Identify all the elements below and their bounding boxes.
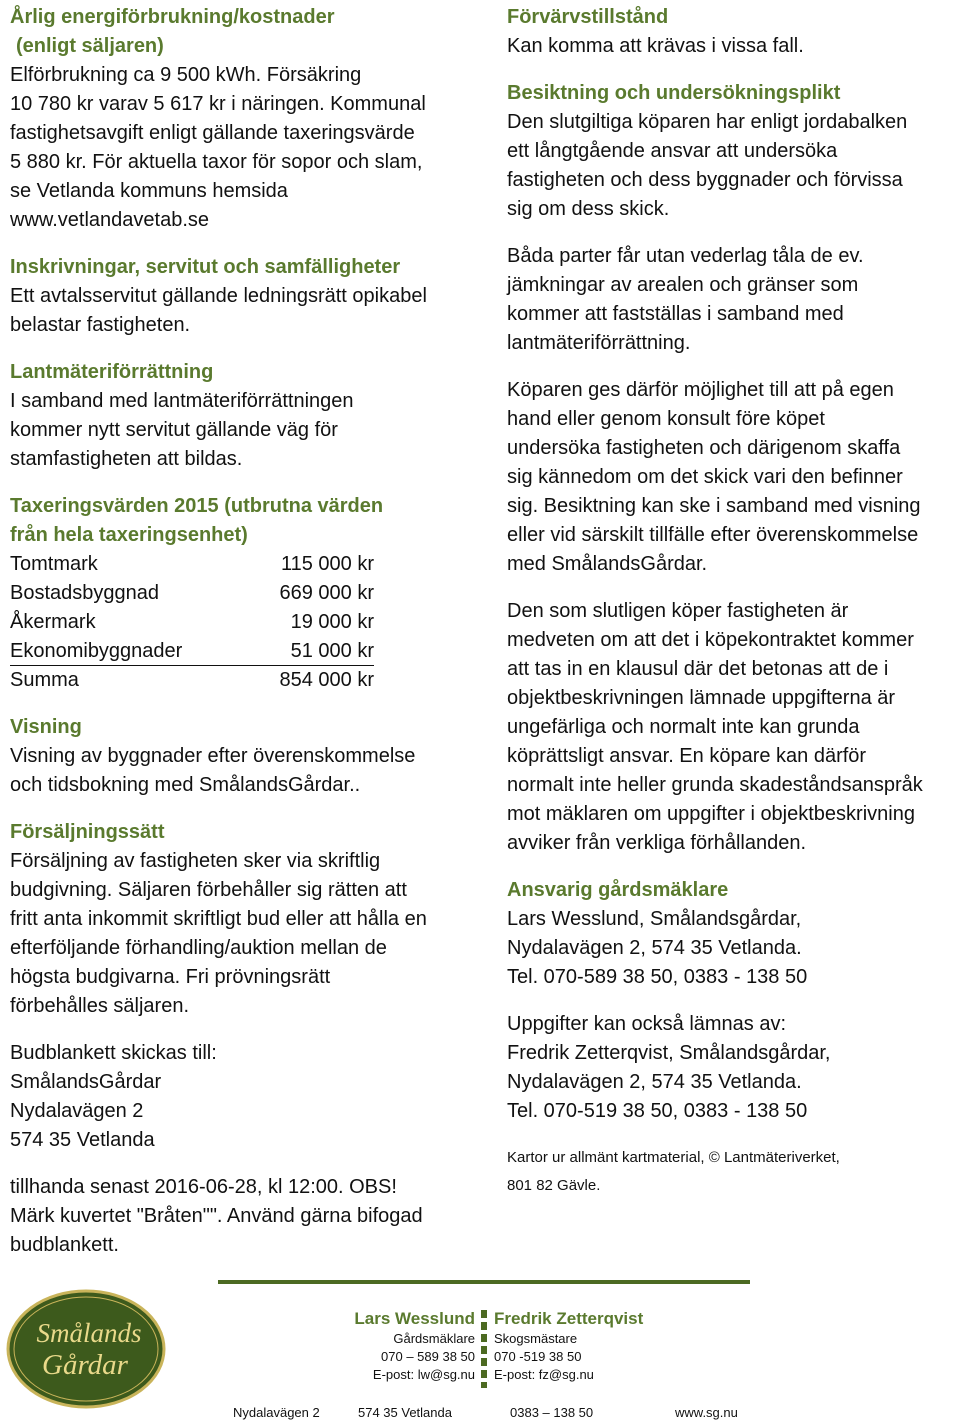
besiktning-line: ett långtgående ansvar att undersöka bbox=[507, 140, 838, 162]
besiktning-line: sig om dess skick. bbox=[507, 198, 670, 220]
bada-section bbox=[507, 242, 960, 358]
koparen-line: undersöka fastigheten och därigenom skaffa bbox=[507, 437, 901, 459]
tillhanda-line: budblankett. bbox=[10, 1234, 119, 1256]
bada-line: lantmäteriförrättning. bbox=[507, 332, 691, 354]
energy-line: Elförbrukning ca 9 500 kWh. Försäkring bbox=[10, 64, 362, 86]
uppgifter-line: Fredrik Zetterqvist, Smålandsgårdar, bbox=[507, 1042, 831, 1064]
densom-line: köprättsligt ansvar. En köpare kan därför bbox=[507, 745, 867, 767]
lantmateri-section bbox=[10, 358, 490, 474]
visning-line: och tidsbokning med SmålandsGårdar.. bbox=[10, 774, 361, 796]
uppgifter-section bbox=[507, 1010, 960, 1126]
logo-text-line2: Gårdar bbox=[42, 1349, 128, 1381]
tillhanda-line: Märk kuvertet "Bråten"". Använd gärna bifogad bbox=[10, 1205, 423, 1227]
energy-section bbox=[10, 3, 490, 235]
lantmateri-heading: Lantmäteriförrättning bbox=[10, 361, 214, 383]
densom-line: avviker från verkliga förhållanden. bbox=[507, 832, 807, 854]
contact-lars-title: Gårdsmäklare bbox=[393, 1331, 475, 1346]
taxering-table bbox=[10, 550, 490, 695]
contact-fredrik-title: Skogsmästare bbox=[494, 1331, 578, 1346]
koparen-line: eller vid särskilt tillfälle efter överenskommelse bbox=[507, 524, 919, 546]
taxering-row bbox=[10, 550, 374, 579]
energy-line: fastighetsavgift enligt gällande taxeringsvärde bbox=[10, 122, 415, 144]
taxering-value: 51 000 kr bbox=[290, 640, 374, 662]
left-column bbox=[10, 3, 490, 1278]
footer-phone: 0383 – 138 50 bbox=[510, 1405, 594, 1420]
budblankett-line: 574 35 Vetlanda bbox=[10, 1129, 155, 1151]
contact-fredrik-phone: 070 -519 38 50 bbox=[494, 1349, 582, 1364]
contact-divider bbox=[481, 1310, 487, 1388]
budblankett-line: Budblankett skickas till: bbox=[10, 1042, 217, 1064]
contact-fredrik bbox=[494, 1308, 674, 1384]
contact-lars bbox=[340, 1308, 475, 1384]
visning-section bbox=[10, 713, 490, 800]
forsaljning-line: efterföljande förhandling/auktion mellan de bbox=[10, 937, 387, 959]
inskrivningar-heading: Inskrivningar, servitut och samfälligheter bbox=[10, 256, 401, 278]
forvarv-line: Kan komma att krävas i vissa fall. bbox=[507, 35, 804, 57]
densom-line: medveten om att det i köpekontraktet kommer bbox=[507, 629, 914, 651]
koparen-line: sig. Besiktning kan ske i samband med visning bbox=[507, 495, 921, 517]
bada-line: kommer att fastställas i samband med bbox=[507, 303, 844, 325]
energy-line: 5 880 kr. För aktuella taxor för sopor och slam, bbox=[10, 151, 423, 173]
kartor-line: 801 82 Gävle. bbox=[507, 1177, 601, 1194]
ansvarig-line: Lars Wesslund, Smålandsgårdar, bbox=[507, 908, 802, 930]
lantmateri-line: I samband med lantmäteriförrättningen bbox=[10, 390, 354, 412]
besiktning-line: Den slutgiltiga köparen har enligt jordabalken bbox=[507, 111, 908, 133]
contact-lars-phone: 070 – 589 38 50 bbox=[381, 1349, 475, 1364]
right-column bbox=[507, 3, 960, 1218]
koparen-section bbox=[507, 376, 960, 579]
bada-line: jämkningar av arealen och gränser som bbox=[507, 274, 859, 296]
footer-city: 574 35 Vetlanda bbox=[358, 1405, 452, 1420]
energy-heading-sub: (enligt säljaren) bbox=[16, 35, 164, 57]
inskrivningar-line: Ett avtalsservitut gällande ledningsrätt opikabel bbox=[10, 285, 427, 307]
taxering-label: Bostadsbyggnad bbox=[10, 582, 160, 604]
densom-line: mot mäklaren om uppgifter i objektbeskrivning bbox=[507, 803, 915, 825]
taxering-total-value: 854 000 kr bbox=[279, 669, 374, 691]
footer-rule bbox=[218, 1280, 750, 1284]
densom-line: normalt inte heller grunda skadeståndsanspråk bbox=[507, 774, 923, 796]
contact-lars-name: Lars Wesslund bbox=[354, 1309, 475, 1328]
forsaljning-heading: Försäljningssätt bbox=[10, 821, 165, 843]
uppgifter-line: Tel. 070-519 38 50, 0383 - 138 50 bbox=[507, 1100, 808, 1122]
densom-line: ungefärliga och normalt inte kan grunda bbox=[507, 716, 860, 738]
densom-line: objektbeskrivningen lämnade uppgifterna är bbox=[507, 687, 896, 709]
besiktning-line: fastigheten och dess byggnader och förvissa bbox=[507, 169, 903, 191]
footer-website-link[interactable]: www.sg.nu bbox=[675, 1405, 738, 1420]
contact-fredrik-email[interactable]: E-post: fz@sg.nu bbox=[494, 1367, 594, 1382]
ansvarig-line: Tel. 070-589 38 50, 0383 - 138 50 bbox=[507, 966, 808, 988]
forsaljning-line: högsta budgivarna. Fri prövningsrätt bbox=[10, 966, 331, 988]
kartor-section bbox=[507, 1144, 960, 1200]
kartor-line: Kartor ur allmänt kartmaterial, © Lantmäteriverket, bbox=[507, 1149, 840, 1166]
energy-line: 10 780 kr varav 5 617 kr i näringen. Kommunal bbox=[10, 93, 426, 115]
besiktning-section bbox=[507, 79, 960, 224]
contact-fredrik-name: Fredrik Zetterqvist bbox=[494, 1309, 644, 1328]
visning-line: Visning av byggnader efter överenskommelse bbox=[10, 745, 416, 767]
footer-address: Nydalavägen 2 bbox=[233, 1405, 320, 1420]
taxering-section bbox=[10, 492, 490, 695]
densom-line: att tas in en klausul där det betonas att de i bbox=[507, 658, 889, 680]
forsaljning-line: Försäljning av fastigheten sker via skriftlig bbox=[10, 850, 381, 872]
forsaljning-line: budgivning. Säljaren förbehåller sig rätten att bbox=[10, 879, 407, 901]
inskrivningar-line: belastar fastigheten. bbox=[10, 314, 191, 336]
taxering-heading-sub: från hela taxeringsenhet) bbox=[10, 524, 248, 546]
koparen-line: Köparen ges därför möjlighet till att på egen bbox=[507, 379, 894, 401]
energy-heading: Årlig energiförbrukning/kostnader bbox=[10, 6, 335, 28]
forsaljning-line: fritt anta inkommit skriftligt bud eller att hålla en bbox=[10, 908, 427, 930]
tillhanda-line: tillhanda senast 2016-06-28, kl 12:00. OBS! bbox=[10, 1176, 397, 1198]
energy-line: se Vetlanda kommuns hemsida bbox=[10, 180, 288, 202]
taxering-label: Tomtmark bbox=[10, 553, 98, 575]
energy-website: www.vetlandavetab.se bbox=[10, 209, 210, 231]
taxering-heading: Taxeringsvärden 2015 (utbrutna värden bbox=[10, 495, 384, 517]
taxering-total-row bbox=[10, 666, 374, 695]
ansvarig-section bbox=[507, 876, 960, 992]
uppgifter-line: Uppgifter kan också lämnas av: bbox=[507, 1013, 787, 1035]
ansvarig-line: Nydalavägen 2, 574 35 Vetlanda. bbox=[507, 937, 802, 959]
lantmateri-line: kommer nytt servitut gällande väg för bbox=[10, 419, 338, 441]
taxering-total-label: Summa bbox=[10, 669, 79, 691]
forvarv-heading: Förvärvstillstånd bbox=[507, 6, 669, 28]
smalands-gardar-logo bbox=[5, 1288, 167, 1410]
koparen-line: hand eller genom konsult före köpet bbox=[507, 408, 825, 430]
visning-heading: Visning bbox=[10, 716, 82, 738]
forvarv-section bbox=[507, 3, 960, 61]
contact-lars-email[interactable]: E-post: lw@sg.nu bbox=[372, 1367, 475, 1382]
taxering-value: 19 000 kr bbox=[290, 611, 374, 633]
lantmateri-line: stamfastigheten att bildas. bbox=[10, 448, 243, 470]
bada-line: Båda parter får utan vederlag tåla de ev. bbox=[507, 245, 864, 267]
budblankett-line: SmålandsGårdar bbox=[10, 1071, 162, 1093]
taxering-row bbox=[10, 637, 374, 666]
tillhanda-section bbox=[10, 1173, 490, 1260]
forsaljning-line: förbehålles säljaren. bbox=[10, 995, 189, 1017]
koparen-line: sig kännedom om det skick vari den befinner bbox=[507, 466, 903, 488]
taxering-label: Ekonomibyggnader bbox=[10, 640, 183, 662]
taxering-row bbox=[10, 608, 374, 637]
koparen-line: med SmålandsGårdar. bbox=[507, 553, 708, 575]
densom-line: Den som slutligen köper fastigheten är bbox=[507, 600, 849, 622]
taxering-label: Åkermark bbox=[10, 611, 96, 633]
densom-section bbox=[507, 597, 960, 858]
taxering-row bbox=[10, 579, 374, 608]
budblankett-line: Nydalavägen 2 bbox=[10, 1100, 144, 1122]
uppgifter-line: Nydalavägen 2, 574 35 Vetlanda. bbox=[507, 1071, 802, 1093]
budblankett-section bbox=[10, 1039, 490, 1155]
taxering-value: 115 000 kr bbox=[280, 553, 374, 575]
taxering-value: 669 000 kr bbox=[279, 582, 374, 604]
ansvarig-heading: Ansvarig gårdsmäklare bbox=[507, 879, 729, 901]
logo-text-line1: Smålands bbox=[36, 1318, 142, 1348]
inskrivningar-section bbox=[10, 253, 490, 340]
besiktning-heading: Besiktning och undersökningsplikt bbox=[507, 82, 841, 104]
forsaljning-section bbox=[10, 818, 490, 1021]
